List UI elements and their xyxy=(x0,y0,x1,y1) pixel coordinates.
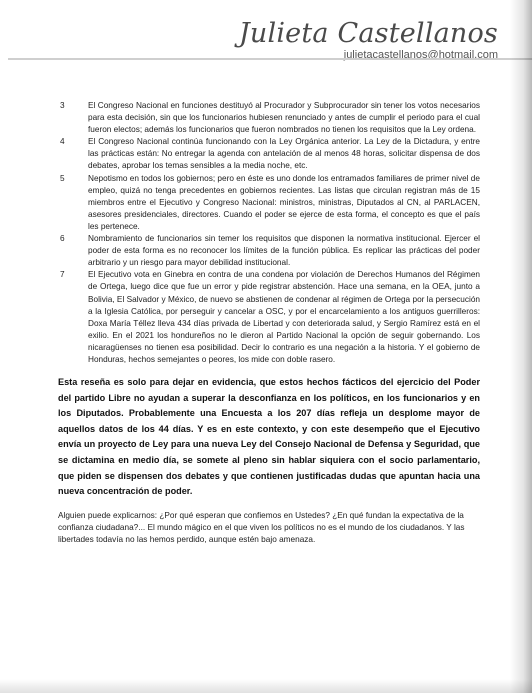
numbered-list xyxy=(60,100,480,366)
list-item xyxy=(60,269,480,366)
list-item-text: El Congreso Nacional continúa funcionando con la Ley Orgánica anterior. La Ley de la Dictadura, y entre las prácticas están: No entregar la agenda con antelación de al menos 48 horas, solicitar dispensa de dos debates, aprobar los temas sensibles a la media noche, etc. xyxy=(88,137,480,171)
list-item xyxy=(60,100,480,136)
list-item-text: El Congreso Nacional en funciones destituyó al Procurador y Subprocurador sin tener los votos necesarios para esta decisión, sin que los funcionarios hubiesen renunciado y antes de cumplir el periodo para el cual fueron electos; además los funcionarios que fueron nombrados no tienen los requisitos que la Ley ordena. xyxy=(88,101,480,135)
list-item xyxy=(60,136,480,172)
list-item-number: 4 xyxy=(60,137,65,147)
list-item-text: El Ejecutivo vota en Ginebra en contra de una condena por violación de Derechos Humanos del Régimen de Ortega, luego dice que fue un error y pide registrar abstención. Hace una semana, en la OEA, junto a Bolivia, El Salvador y México, de nuevo se abstienen de condenar al régimen de Ortega por la persecución a la Iglesia Católica, por perseguir y cancelar a OSC, y por el encarcelamiento a los antiguos guerrilleros: Doxa María Téllez lleva 434 días privada de Libertad y con deteriorada salud, y Sergio Ramírez está en el exilio. En el 2021 los hondureños no le dieron al Partido Nacional la opción de seguir gobernando. Los nicaragüenses no tienen esa posibilidad. Decir lo contrario es una negación a la historia. Y el gobierno de Honduras, hechos semejantes o peores, los mide con doble rasero. xyxy=(88,270,480,364)
list-item-number: 5 xyxy=(60,173,65,183)
list-item-text: Nombramiento de funcionarios sin temer los requisitos que disponen la normativa institucional. Ejercer el poder de esta forma es no reconocer los límites de la función pública. Es replicar las prácticas del poder arbitrario y un riesgo para mayor debilidad institucional. xyxy=(88,234,480,268)
closing-paragraph: Alguien puede explicarnos: ¿Por qué esperan que confiemos en Ustedes? ¿En qué fundan la expectativa de la confianza ciudadana?... El mundo mágico en el que viven los políticos no es el mundo de los ciudadanos. Y las libertades todavía no las hemos perdido, aunque estén bajo amenaza. xyxy=(58,510,465,545)
header-divider xyxy=(8,58,532,60)
page-edge-shadow xyxy=(510,0,532,693)
summary-paragraph: Esta reseña es solo para dejar en evidencia, que estos hechos fácticos del ejercicio del Poder del partido Libre no ayudan a superar la desconfianza en los políticos, en los funcionarios y en los Diputados. Probablemente una Encuesta a los 207 días refleja un desplome mayor de aquellos datos de los 44 días. Y es en este contexto, y con este desempeño que el Ejecutivo envía un proyecto de Ley para una nueva Ley del Consejo Nacional de Defensa y Seguridad, que se dictamina en medio día, se somete al pleno sin hablar siquiera con el socio parlamentario, que piden se dispensen dos debates y que contienen justificadas dudas que apuntan hacia una nueva concentración de poder. xyxy=(58,377,480,497)
author-name-logo: Julieta Castellanos xyxy=(238,18,498,49)
document-body xyxy=(60,100,480,555)
list-item xyxy=(60,173,480,233)
list-item xyxy=(60,233,480,269)
list-item-text: Nepotismo en todos los gobiernos; pero en éste es uno donde los entramados familiares de primer nivel de empleo, quizá no tenga precedentes en gobiernos recientes. Las listas que circulan registran más de 15 miembros entre el Ejecutivo y Congreso Nacional: ministros, ministras, Diputados al CN, al PARLACEN, asesores presidenciales, directores. Cuando el poder se ejerce de esta forma, el concepto es que el país les pertenece. xyxy=(88,173,480,231)
page-bottom-shadow xyxy=(0,679,532,693)
list-item-number: 7 xyxy=(60,270,65,280)
list-item-number: 3 xyxy=(60,101,65,110)
author-email: julietacastellanos@hotmail.com xyxy=(343,49,498,61)
list-item-number: 6 xyxy=(60,234,65,244)
